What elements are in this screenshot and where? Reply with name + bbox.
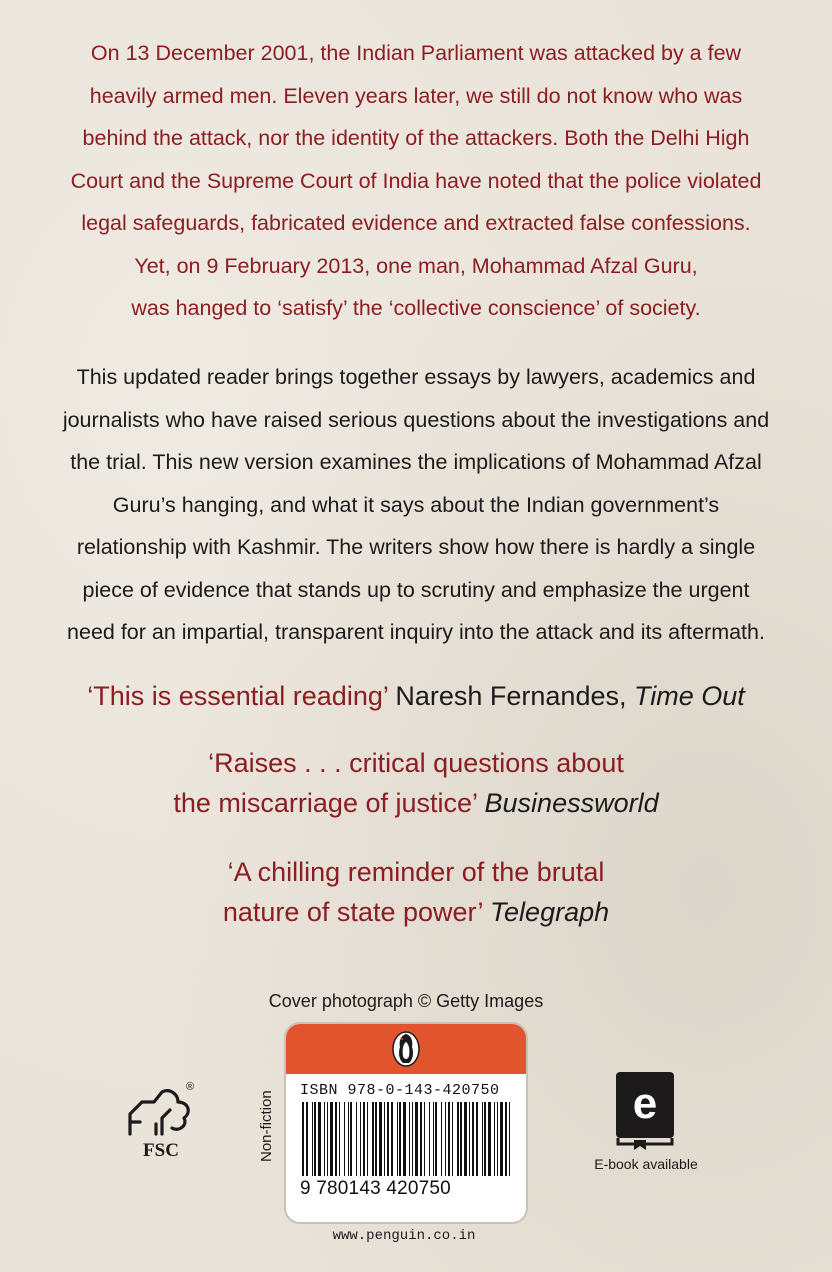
blurb-line: relationship with Kashmir. The writers show how there is hardly a single	[76, 535, 756, 559]
penguin-logo-icon	[391, 1030, 421, 1068]
registered-mark: ®	[186, 1081, 195, 1093]
barcode-bar	[460, 1102, 462, 1176]
barcode-bar	[452, 1102, 453, 1176]
barcode-bar	[509, 1102, 510, 1176]
blurb-line: piece of evidence that stands up to scrutiny and emphasize the urgent	[82, 577, 750, 602]
barcode-bar	[441, 1102, 442, 1176]
barcode-bar	[306, 1102, 308, 1176]
barcode-digits: 9 780143 420750	[300, 1178, 451, 1199]
barcode-bar	[497, 1102, 498, 1176]
barcode-bar	[314, 1102, 316, 1176]
blurb-line: need for an impartial, transparent inquiry into the attack and its aftermath.	[67, 620, 765, 644]
barcode-bar	[384, 1102, 385, 1176]
blurb-line: Guru’s hanging, and what it says about the Indian government’s	[112, 492, 720, 517]
barcode-bar	[379, 1102, 382, 1176]
barcode-bar	[420, 1102, 422, 1176]
barcode-bar	[505, 1102, 507, 1176]
barcode-bar	[476, 1102, 478, 1176]
blurb-line: On 13 December 2001, the Indian Parliament was attacked by a few	[90, 41, 742, 65]
blurb-line: was hanged to ‘satisfy’ the ‘collective conscience’ of society.	[131, 296, 701, 320]
barcode-bar	[412, 1102, 413, 1176]
blurb-line: Yet, on 9 February 2013, one man, Mohammad Afzal Guru,	[134, 253, 698, 278]
penguin-banner	[286, 1024, 526, 1074]
quote-source: Time Out	[634, 681, 745, 711]
barcode-bar	[464, 1102, 467, 1176]
barcode-bar	[494, 1102, 495, 1176]
barcode-bar	[363, 1102, 365, 1176]
review-quote-telegraph	[100, 852, 732, 932]
barcode-bar	[403, 1102, 406, 1176]
blurb-line: Court and the Supreme Court of India have noted that the police violated	[70, 168, 762, 193]
blurb-line: behind the attack, nor the identity of the attackers. Both the Delhi High	[82, 126, 750, 150]
barcode-bar	[348, 1102, 349, 1176]
quote-text: ‘Raises . . . critical questions about	[208, 748, 624, 778]
barcode-bar	[484, 1102, 486, 1176]
ebook-letter: e	[632, 1079, 658, 1128]
barcode-bar	[397, 1102, 398, 1176]
barcode-bar	[350, 1102, 352, 1176]
blurb-line: heavily armed men. Eleven years later, we still do not know who was	[89, 83, 743, 108]
barcode-bar	[472, 1102, 474, 1176]
barcode-bar	[367, 1102, 368, 1176]
barcode-bar	[409, 1102, 410, 1176]
barcode-bar	[387, 1102, 389, 1176]
isbn-label: ISBN 978-0-143-420750	[300, 1082, 500, 1099]
category-label: Non-fiction	[258, 1090, 275, 1162]
barcode	[300, 1102, 512, 1176]
isbn-barcode-box	[284, 1022, 528, 1224]
barcode-bar	[469, 1102, 470, 1176]
barcode-bar	[500, 1102, 503, 1176]
barcode-bar	[339, 1102, 340, 1176]
quote-text: nature of state power’	[222, 897, 483, 927]
barcode-bar	[424, 1102, 425, 1176]
barcode-bar	[429, 1102, 430, 1176]
review-quote-timeout	[40, 676, 792, 716]
barcode-bar	[415, 1102, 418, 1176]
barcode-bar	[375, 1102, 377, 1176]
barcode-bar	[327, 1102, 328, 1176]
barcode-bar	[318, 1102, 321, 1176]
barcode-bar	[330, 1102, 333, 1176]
quote-author: Naresh Fernandes,	[395, 681, 627, 711]
barcode-bar	[435, 1102, 437, 1176]
blurb-secondary	[30, 356, 802, 654]
barcode-bar	[360, 1102, 361, 1176]
barcode-bar	[302, 1102, 304, 1176]
barcode-bar	[482, 1102, 483, 1176]
barcode-bar	[399, 1102, 401, 1176]
review-quote-businessworld	[60, 743, 772, 823]
publisher-website: www.penguin.co.in	[332, 1228, 476, 1244]
barcode-bar	[448, 1102, 450, 1176]
quote-source: Businessworld	[484, 788, 659, 818]
ebook-icon	[614, 1070, 676, 1150]
barcode-bar	[433, 1102, 434, 1176]
blurb-line: legal safeguards, fabricated evidence and extracted false confessions.	[81, 211, 751, 235]
barcode-bar	[356, 1102, 357, 1176]
quote-text: ‘A chilling reminder of the brutal	[227, 857, 605, 887]
barcode-bar	[457, 1102, 459, 1176]
blurb-line: This updated reader brings together essays by lawyers, academics and	[76, 365, 756, 389]
barcode-bar	[372, 1102, 374, 1176]
barcode-bar	[312, 1102, 313, 1176]
cover-credit: Cover photograph © Getty Images	[268, 991, 544, 1011]
barcode-bar	[488, 1102, 491, 1176]
quote-source: Telegraph	[490, 897, 610, 927]
quote-text: ‘This is essential reading’	[87, 681, 388, 711]
barcode-bar	[335, 1102, 337, 1176]
barcode-bar	[344, 1102, 345, 1176]
barcode-bar	[445, 1102, 446, 1176]
quote-text: the miscarriage of justice’	[173, 788, 478, 818]
blurb-primary	[40, 32, 792, 330]
fsc-label: FSC	[143, 1140, 179, 1161]
barcode-bar	[324, 1102, 325, 1176]
blurb-line: journalists who have raised serious questions about the investigations and	[62, 407, 770, 432]
ebook-label: E-book available	[594, 1156, 698, 1172]
blurb-line: the trial. This new version examines the implications of Mohammad Afzal	[70, 450, 762, 474]
barcode-bar	[391, 1102, 393, 1176]
